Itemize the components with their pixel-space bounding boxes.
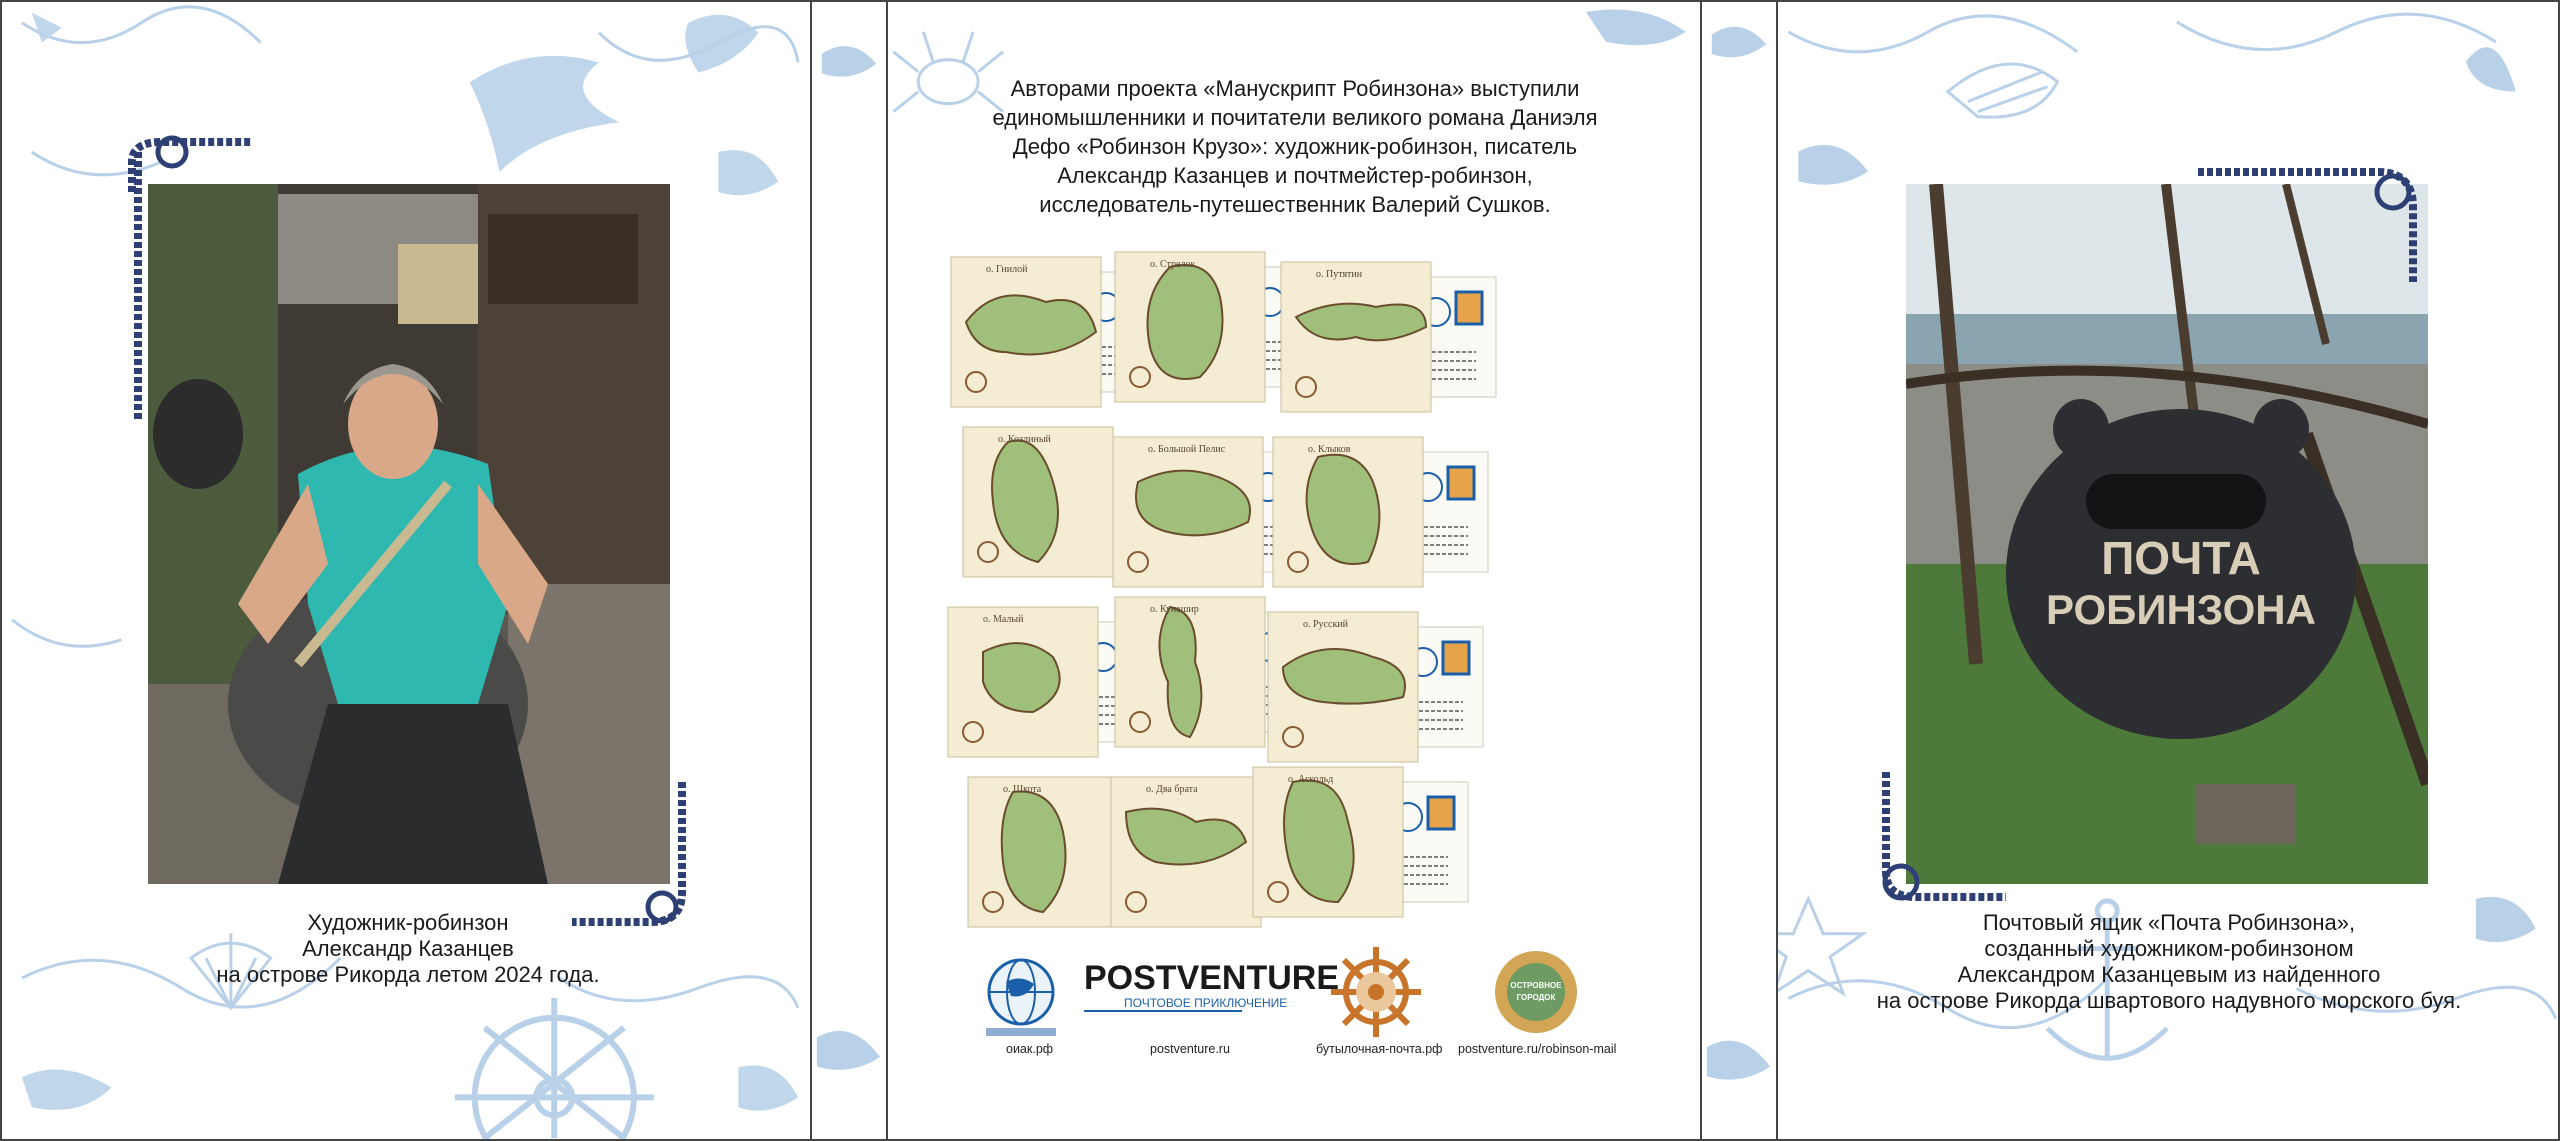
artist-caption: [2, 910, 812, 988]
robinson-mail-ring-top: ОСТРОВНОЕ: [1510, 981, 1562, 990]
left-panel: [0, 0, 812, 1141]
ship-wheel-icon: [455, 998, 654, 1139]
map-title: о. Два брата: [1146, 784, 1198, 795]
postage-stamp: [1428, 797, 1454, 829]
map-title: о. Шкота: [1003, 784, 1042, 795]
caption-line: на острове Рикорда летом 2024 года.: [216, 962, 600, 987]
map-title: о. Гнилой: [986, 264, 1028, 275]
map-title: о. Кунашир: [1150, 604, 1199, 615]
manuscript-card: [1268, 432, 1498, 602]
island-map: [1296, 304, 1426, 341]
right-panel: [1778, 0, 2560, 1141]
spine-left: [812, 0, 888, 1141]
marine-pattern-spine: [812, 2, 886, 1139]
map-title: о. Большой Пелис: [1148, 444, 1226, 455]
oiak-caption: оиак.рф: [1006, 1042, 1054, 1056]
seagull-icon: [2466, 47, 2516, 91]
rope-knot-decoration-bottom: [1866, 772, 2006, 912]
intro-line: Авторами проекта «Манускрипт Робинзона» выступили: [1010, 76, 1580, 101]
caption-line: созданный художником-робинзоном: [1984, 936, 2354, 961]
map-title: о. Козлиный: [998, 434, 1051, 445]
caption-line: Почтовый ящик «Почта Робинзона»,: [1982, 910, 2356, 935]
postventure-logo: [1084, 959, 1340, 1012]
rope-knot-decoration-top: [2198, 152, 2428, 292]
robinson-mail-caption: postventure.ru/robinson-mail: [1458, 1042, 1617, 1056]
postage-stamp: [1456, 292, 1482, 324]
mailbox-paint-line1: ПОЧТА: [2101, 532, 2261, 584]
center-panel: [888, 0, 1702, 1141]
manuscript-card: [1248, 762, 1478, 932]
oiak-logo: [976, 954, 1066, 1040]
map-title: о. Аскольд: [1288, 774, 1334, 785]
mailbox-paint-line2: РОБИНЗОНА: [2046, 586, 2316, 633]
caption-line: Александр Казанцев: [302, 936, 514, 961]
intro-line: исследователь-путешественник Валерий Сушков.: [1039, 192, 1551, 217]
conch-shell-icon: [1948, 64, 2058, 117]
map-title: о. Русский: [1303, 619, 1348, 630]
map-title: о. Малый: [983, 614, 1024, 625]
postventure-title: POSTVENTURE: [1084, 959, 1340, 997]
artist-photo: [148, 184, 670, 884]
postage-stamp: [1443, 642, 1469, 674]
caption-line: Александром Казанцевым из найденного: [1957, 962, 2381, 987]
rope-decoration-left: [128, 152, 148, 422]
marine-pattern-spine: [1702, 2, 1776, 1139]
intro-line: Александр Казанцев и почтмейстер-робинзон,: [1057, 163, 1533, 188]
map-title: о. Стрелок: [1150, 259, 1196, 270]
map-title: о. Путятин: [1316, 269, 1363, 280]
intro-line: Дефо «Робинзон Крузо»: художник-робинзон, писатель: [1012, 134, 1578, 159]
caption-line: Художник-робинзон: [307, 910, 509, 935]
manuscript-card: [1276, 257, 1506, 427]
robinson-mail-logo: [1492, 948, 1580, 1036]
intro-line: единомышленники и почитатели великого романа Даниэля: [992, 105, 1598, 130]
bottle-mail-caption: бутылочная-почта.рф: [1316, 1042, 1443, 1056]
caption-line: на острове Рикорда швартового надувного морского буя.: [1876, 988, 2462, 1013]
mailbox-caption: [1778, 910, 2560, 1014]
postventure-subtitle: ПОЧТОВОЕ ПРИКЛЮЧЕНИЕ: [1084, 996, 1242, 1012]
ship-wheel-logo: [1326, 942, 1426, 1042]
intro-text: [888, 74, 1702, 219]
postventure-caption: postventure.ru: [1150, 1042, 1230, 1056]
manuscript-card: [1263, 607, 1493, 777]
island-map: [1148, 265, 1223, 379]
spine-right: [1702, 0, 1778, 1141]
robinson-mail-ring-bottom: ГОРОДОК: [1516, 993, 1556, 1002]
map-title: о. Клыков: [1308, 444, 1351, 455]
postage-stamp: [1448, 467, 1474, 499]
